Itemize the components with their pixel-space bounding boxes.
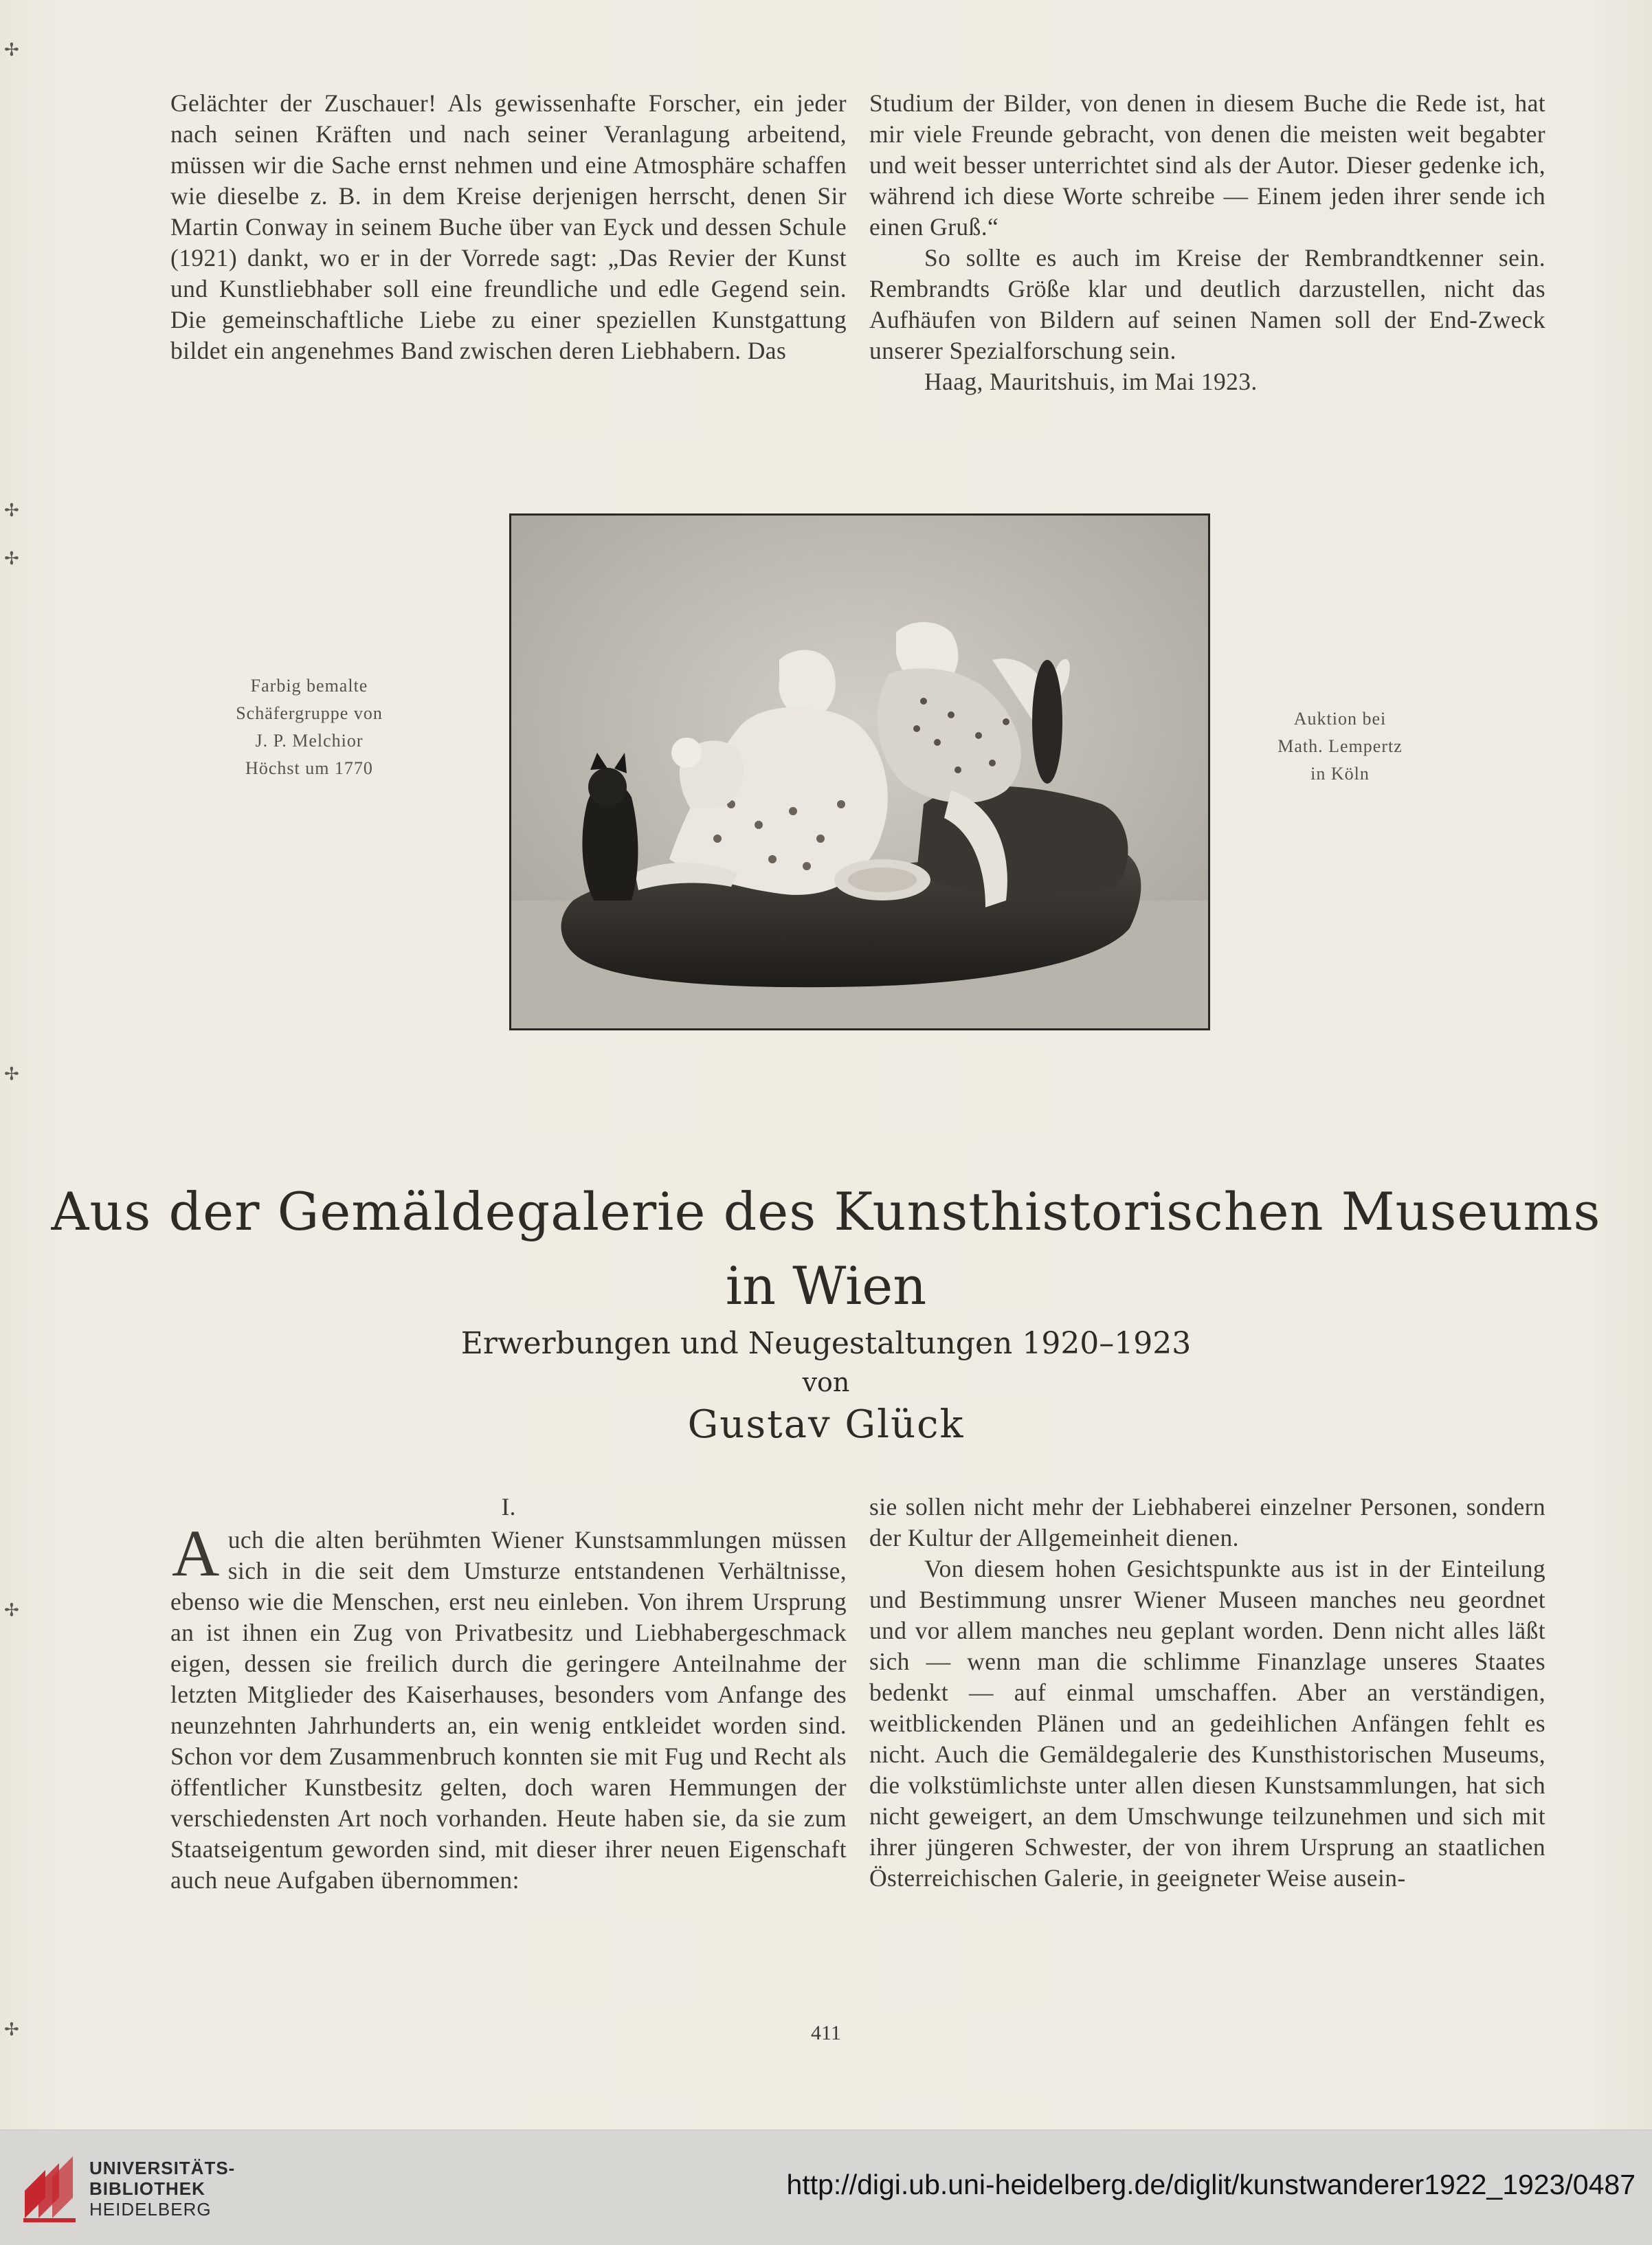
figure-caption-right [1237, 705, 1443, 788]
library-logo-icon [18, 2149, 80, 2226]
paragraph-text: uch die alten berühmten Wiener Kunstsammlungen müssen sich in die seit dem Umsturze entstandenen Verhältnisse, ebenso wie die Menschen, erst neu einleben. Von ihrem Ursprung an ist ihnen ein Zug von Privatbesitz und Liebhabergeschmack eigen, dessen sie freilich durch die geringere Anteilnahme der letzten Mitglieder des Kaiserhauses, besonders vom Anfange des neunzehnten Jahrhunderts an, ein wenig entkleidet worden sind. Schon vor dem Zusammenbruch konnten sie mit Fug und Recht als öffentlicher Kunstbesitz gelten, doch waren Hemmungen der verschiedensten Art noch vorhanden. Heute haben sie, da sie zum Staatseigentum geworden sind, mit dieser ihrer neuen Eigenschaft auch neue Aufgaben übernommen: [170, 1526, 847, 1894]
dropcap: A [172, 1516, 220, 1590]
caption-line: Schäfergruppe von [236, 703, 383, 723]
paragraph: Gelächter der Zuschauer! Als gewissenhafte Forscher, ein jeder nach seinen Kräften und nach seiner Veranlagung arbeitend, müssen wir die Sache ernst nehmen und eine Atmosphäre schaffen wie dieselbe z. B. in dem Kreise derjenigen herrscht, denen Sir Martin Conway in seinem Buche über van Eyck und dessen Schule (1921) dankt, wo er in der Vorrede sagt: „Das Revier der Kunst und Kunstliebhaber soll eine freundliche und edle Gegend sein. Die gemeinschaftliche Liebe zu einer speziellen Kunstgattung bildet ein angenehmes Band zwischen deren Liebhabern. Das [170, 89, 847, 364]
article-right-column [869, 1492, 1545, 1894]
top-right-column [869, 88, 1545, 397]
article-title-line-2: in Wien [725, 1255, 927, 1316]
caption-line: Höchst um 1770 [245, 758, 373, 778]
porcelain-group-image [511, 516, 1208, 1028]
margin-mark: ✢ [4, 549, 19, 568]
caption-line: Farbig bemalte [250, 676, 368, 696]
article-subtitle: Erwerbungen und Neugestaltungen 1920–1923 [460, 1326, 1192, 1361]
article-title: Aus der Gemäldegalerie des Kunsthistorischen Museums [51, 1181, 1601, 1242]
figure-caption-left [206, 672, 412, 782]
library-name [89, 2158, 235, 2220]
paragraph: Studium der Bilder, von denen in diesem Buche die Rede ist, hat mir viele Freunde gebracht, von denen die meisten weit begabter und weit besser unterrichtet sind als der Autor. Dieser gedenke ich, während ich diese Worte schreibe — Einem jeden ihrer sende ich einen Gruß.“ [869, 89, 1545, 241]
page-number: 411 [811, 2022, 841, 2044]
margin-mark: ✢ [4, 500, 19, 520]
paragraph [170, 1516, 847, 1896]
margin-mark: ✢ [4, 1064, 19, 1084]
permalink-url[interactable]: http://digi.ub.uni-heidelberg.de/diglit/kunstwanderer1922_1923/0487 [786, 2169, 1636, 2200]
caption-line: in Köln [1310, 764, 1370, 784]
library-line: UNIVERSITÄTS- [89, 2158, 236, 2178]
paragraph: sie sollen nicht mehr der Liebhaberei einzelner Personen, sondern der Kultur der Allgemeinheit dienen. [869, 1493, 1545, 1551]
author-name: Gustav Glück [687, 1402, 965, 1447]
library-line: HEIDELBERG [89, 2199, 212, 2220]
signature-line: Haag, Mauritshuis, im Mai 1923. [924, 368, 1258, 395]
caption-line: Math. Lempertz [1277, 736, 1403, 756]
caption-line: J. P. Melchior [255, 731, 364, 751]
footer-bar [0, 2130, 1652, 2245]
paragraph: Von diesem hohen Gesichtspunkte aus ist in der Einteilung und Bestimmung unsrer Wiener Museen manches neu geordnet und vor allem manches neu geplant worden. Denn nicht alles läßt sich — wenn man die schlimme Finanzlage unseres Staates bedenkt — auf einmal umschaffen. Aber an verständigen, weitblickenden Plänen und an gedeihlichen Anfängen fehlt es nicht. Auch die Gemäldegalerie des Kunsthistorischen Museums, die volkstümlichste unter allen diesen Kunstsammlungen, hat sich nicht geweigert, an dem Umschwunge teilzunehmen und sich mit ihrer jüngeren Schwester, der von ihrem Ursprung an staatlichen Österreichischen Galerie, in geeigneter Weise ausein- [869, 1555, 1545, 1892]
library-line: BIBLIOTHEK [89, 2178, 205, 2199]
byline: von [802, 1367, 850, 1397]
top-left-column [170, 88, 847, 366]
caption-line: Auktion bei [1293, 709, 1387, 729]
paragraph: So sollte es auch im Kreise der Rembrandtkenner sein. Rembrandts Größe klar und deutlich darzustellen, nicht das Aufhäufen von Bildern auf seinen Namen soll der End-Zweck unserer Spezialforschung sein. [869, 244, 1545, 364]
margin-mark: ✢ [4, 40, 19, 60]
section-number: I. [501, 1493, 516, 1520]
margin-mark: ✢ [4, 1600, 19, 1620]
article-left-column [170, 1516, 847, 1896]
figure-photo [509, 513, 1210, 1030]
margin-mark: ✢ [4, 2020, 19, 2039]
